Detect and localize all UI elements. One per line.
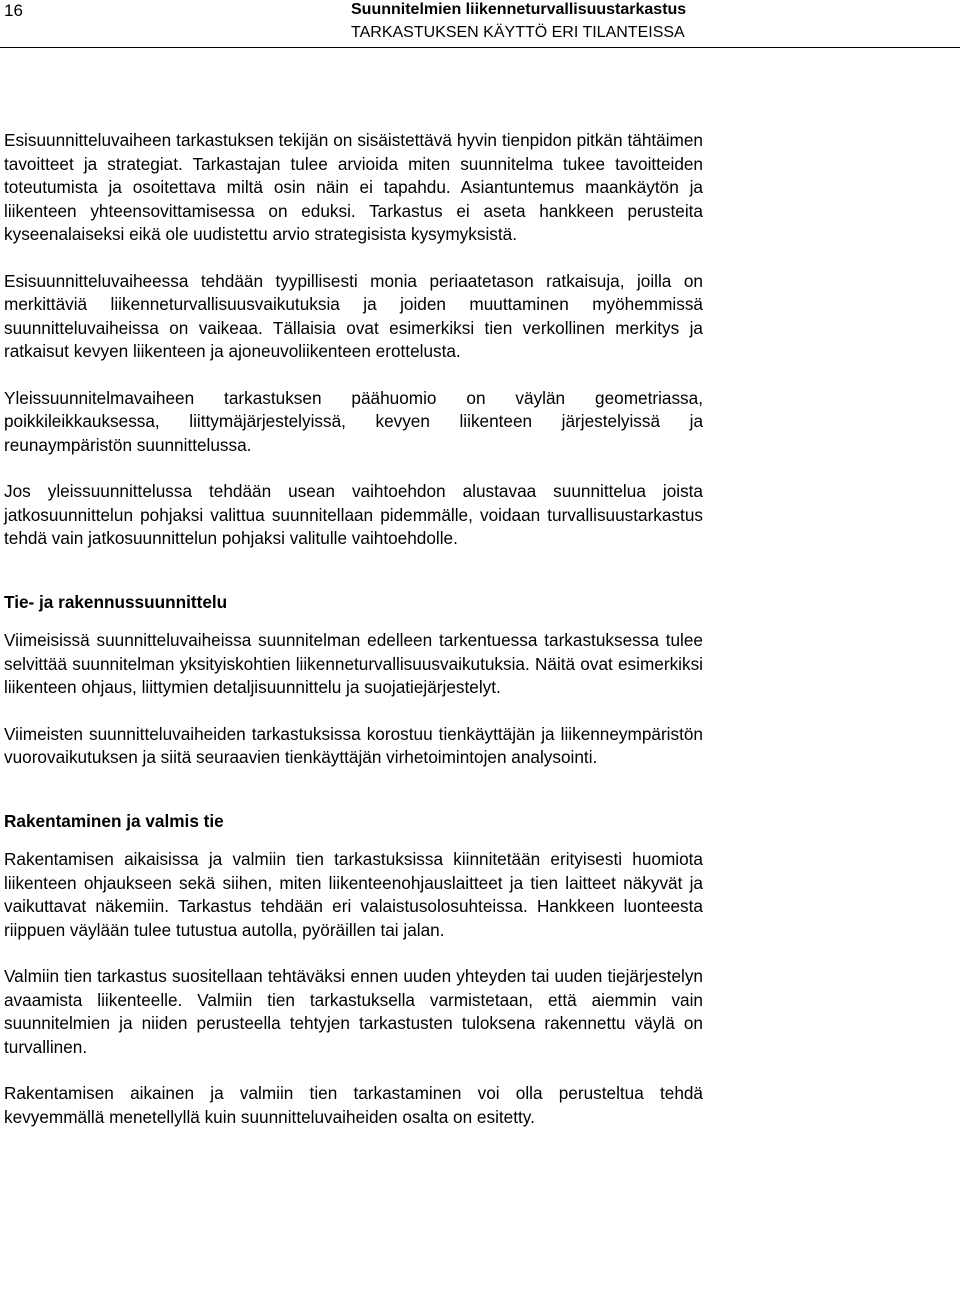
paragraph: Yleissuunnitelmavaiheen tarkastuksen päähuomio on väylän geometriassa, poikkileikkauksessa, liittymäjärjestelyissä, kevyen liikenteen järjestelyissä ja reunaympäristön suunnittelussa. xyxy=(4,387,703,455)
paragraph: Esisuunnitteluvaiheessa tehdään tyypillisesti monia periaatetason ratkaisuja, joilla on merkittäviä liikenneturvallisuusvaikutuksia ja joiden muuttaminen myöhemmissä suunnitteluvaiheissa on vaikeaa. Tällaisia ovat esimerkiksi tien verkollinen merkitys ja ratkaisut kevyen liikenteen ja ajoneuvoliikenteen erottelusta. xyxy=(4,270,703,361)
running-header-title: Suunnitelmien liikenneturvallisuustarkastus xyxy=(351,1,687,18)
page-number: 16 xyxy=(4,1,23,20)
paragraph: Valmiin tien tarkastus suositellaan tehtäväksi ennen uuden yhteyden tai uuden tiejärjestelyn avaamista liikenteelle. Valmiin tien tarkastuksella varmistetaan, että aiemmin vain suunnitelmien ja niiden perusteella tehtyjen tarkastusten tuloksena rakennettu väylä on turvallinen. xyxy=(4,966,703,1057)
paragraph: Rakentamisen aikaisissa ja valmiin tien tarkastuksissa kiinnitetään erityisesti huomiota liikenteen ohjaukseen sekä siihen, miten liikenteenohjauslaitteet ja tien laitteet näkyvät ja vaikuttavat näkemiin. Tarkastus tehdään eri valaistusolosuhteissa. Hankkeen luonteesta riippuen väylään tulee tutustua autolla, pyöräillen tai jalan. xyxy=(4,849,703,940)
paragraph: Viimeisten suunnitteluvaiheiden tarkastuksissa korostuu tienkäyttäjän ja liikenneympäristön vuorovaikutuksen ja siitä seuraavien tienkäyttäjän virhetoimintojen analysointi. xyxy=(4,723,703,767)
paragraph: Esisuunnitteluvaiheen tarkastuksen tekijän on sisäistettävä hyvin tienpidon pitkän tähtäimen tavoitteet ja strategiat. Tarkastajan tulee arvioida miten suunnitelma tukee tavoitteiden toteutumista ja osoitettava miltä osin näin ei tapahdu. Asiantuntemus maankäytön ja liikenteen yhteensovittamisessa on eduksi. Tarkastus ei aseta hankkeen perusteita kyseenalaiseksi eikä ole uudistettu arvio strategisista kysymyksistä. xyxy=(4,130,703,244)
header-rule xyxy=(0,47,960,48)
document-body xyxy=(4,129,703,1152)
page-header xyxy=(0,0,960,48)
paragraph: Rakentamisen aikainen ja valmiin tien tarkastaminen voi olla perusteltua tehdä kevyemmällä menetellyllä kuin suunnitteluvaiheiden osalta on esitetty. xyxy=(4,1083,703,1127)
header-titles xyxy=(351,0,911,43)
running-header-subtitle: TARKASTUKSEN KÄYTTÖ ERI TILANTEISSA xyxy=(351,24,685,41)
section-heading: Tie- ja rakennussuunnittelu xyxy=(4,591,228,612)
section-heading: Rakentaminen ja valmis tie xyxy=(4,810,224,831)
paragraph: Jos yleissuunnittelussa tehdään usean vaihtoehdon alustavaa suunnittelua joista jatkosuunnittelun pohjaksi valittua suunnitellaan pidemmälle, voidaan turvallisuustarkastus tehdä vain jatkosuunnittelun pohjaksi valitulle vaihtoehdolle. xyxy=(4,481,703,548)
paragraph: Viimeisissä suunnitteluvaiheissa suunnitelman edelleen tarkentuessa tarkastuksessa tulee selvittää suunnitelman yksityiskohtien liikenneturvallisuusvaikutuksia. Näitä ovat esimerkiksi liikenteen ohjaus, liittymien detaljisuunnittelu ja suojatiejärjestelyt. xyxy=(4,630,703,697)
